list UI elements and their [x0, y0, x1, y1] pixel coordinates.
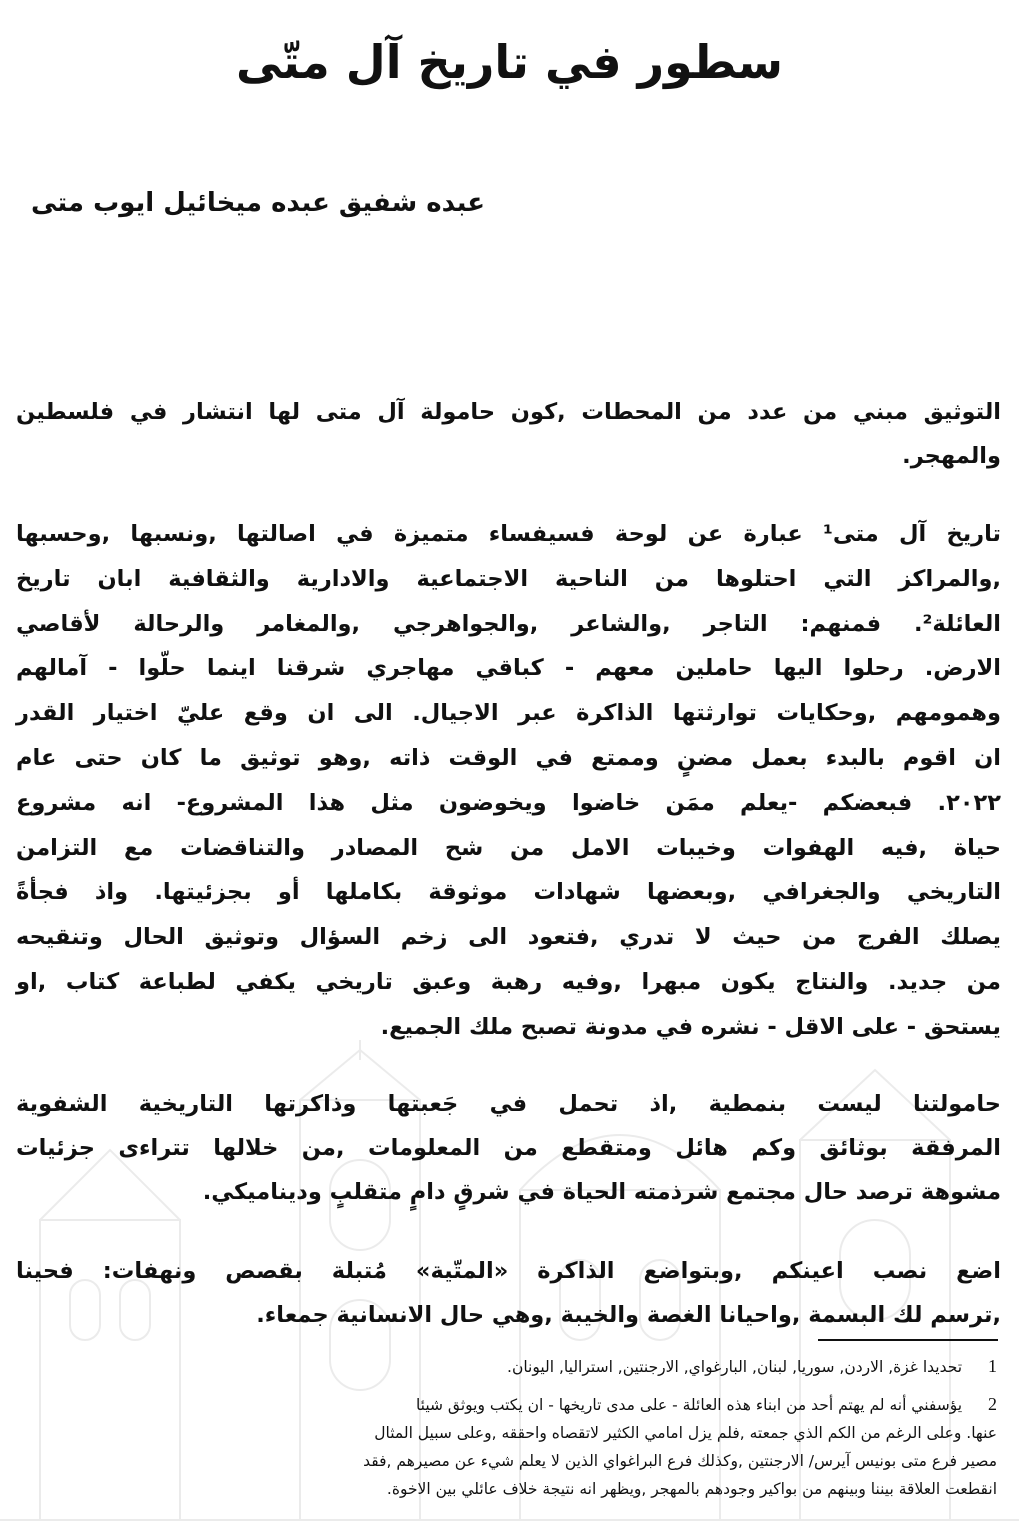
paragraph-line: حامولتنا ليست بنمطية ,اذ تحمل في جَعبتها وذاكرتها التاريخية الشفوية [16, 1091, 1001, 1117]
footnote-text: يؤسفني أنه لم يهتم أحد من ابناء هذه العائلة - على مدى تاريخها - ان يكتب ويوثق شيئا [415, 1396, 963, 1414]
paragraph-line: ,والمراكز التي احتلوها من الناحية الاجتماعية والادارية والثقافية ابان تاريخ [16, 565, 1001, 592]
footnote-text: مصير فرع متى بونيس آيرس/ الارجنتين ,وكذلك فرع البراغواي الذين لا يعلم شيء عن مصيرهم ,فقد [363, 1452, 997, 1470]
clan-paragraph [16, 1082, 1001, 1214]
paragraph-line: ٢٠٢٢. فبعضكم -يعلم ممَن خاضوا ويخوضون مثل هذا المشروع- انه مشروع [16, 789, 1001, 816]
paragraph-line: وهمومهم ,وحكايات توارثتها الذاكرة عبر الاجيال. الى ان وقع عليّ اختيار القدر [16, 700, 1001, 727]
footnote-1 [22, 1352, 997, 1381]
author-name: عبده شفيق عبده ميخائيل ايوب متى [31, 188, 485, 218]
footnote-number: 2 [988, 1394, 997, 1414]
footnote-text: عنها. وعلى الرغم من الكم الذي جمعته ,فلم يزل امامي الكثير لاتقصاه واحققه ,وعلى سبيل المثال [374, 1424, 997, 1442]
paragraph-line: من جديد. والنتاج يكون مبهرا ,وفيه رهبة وعبق تاريخي يكفي لطباعة كتاب ,او [16, 968, 1001, 995]
paragraph-line: يستحق - على الاقل - نشره في مدونة تصبح ملك الجميع. [380, 1013, 1001, 1040]
footnote-number: 1 [988, 1356, 997, 1376]
paragraph-line: والمهجر. [902, 443, 1001, 469]
paragraph-line: ,ترسم لك البسمة ,واحيانا الغصة والخيبة ,وهي حال الانسانية جمعاء. [256, 1302, 1001, 1328]
paragraph-line: المرفقة بوثائق وكم هائل ومتقطع من المعلومات ,من خلالها تتراءى جزئيات [16, 1135, 1001, 1161]
footnote-text: انقطعت العلاقة بيننا وبينهم من بواكير وجودهم بالمهجر ,ويظهر انه نتيجة خلاف عائلي بين الاخوة. [386, 1480, 997, 1498]
footnote-line [22, 1390, 997, 1419]
footnote-text: تحديدا غزة, الاردن, سوريا, لبنان, البارغواي, الارجنتين, استراليا, اليونان. [507, 1358, 963, 1376]
footnote-separator [818, 1339, 998, 1341]
intro-paragraph [16, 390, 1001, 478]
footnote-line [22, 1352, 997, 1381]
paragraph-line: اضع نصب اعينكم ,وبتواضع الذاكرة «المتّية» مُتبلة بقصص ونهفات: فحينا [16, 1258, 1001, 1284]
paragraph-line: تاريخ آل متى¹ عبارة عن لوحة فسيفساء متميزة في اصالتها ,ونسبها ,وحسبها [16, 521, 1001, 547]
footnote-2 [22, 1390, 997, 1503]
closing-paragraph [16, 1249, 1001, 1337]
document-title: سطور في تاريخ آل متّى [235, 35, 783, 89]
paragraph-line: حياة ,فيه الهفوات وخيبات الامل من شح المصادر والتناقضات مع التزامن [16, 834, 1001, 861]
paragraph-line: التاريخي والجغرافي ,وبعضها شهادات موثوقة بكاملها أو بجزئيتها. واذ فجأةً [16, 879, 1001, 906]
paragraph-line: التوثيق مبني من عدد من المحطات ,كون حامولة آل متى لها انتشار في فلسطين [16, 399, 1001, 425]
paragraph-line: الارض. رحلوا اليها حاملين معهم - كباقي مهاجري شرقنا اينما حلّوا - آمالهم [16, 655, 1001, 682]
paragraph-line: مشوهة ترصد حال مجتمع شرذمته الحياة في شرقٍ دامٍ متقلبٍ وديناميكي. [202, 1179, 1001, 1205]
paragraph-line: يصلك الفرج من حيث لا تدري ,فتعود الى زخم السؤال وتوثيق الحال وتنقيحه [16, 924, 1001, 951]
history-paragraph [16, 512, 1001, 1050]
paragraph-line: العائلة². فمنهم: التاجر ,والشاعر ,والجواهرجي ,والمغامر والرحالة لأقاصي [16, 610, 1001, 637]
paragraph-line: ان اقوم بالبدء بعمل مضنٍ وممتع في الوقت ذاته ,وهو توثيق ما كان حتى عام [16, 744, 1001, 771]
